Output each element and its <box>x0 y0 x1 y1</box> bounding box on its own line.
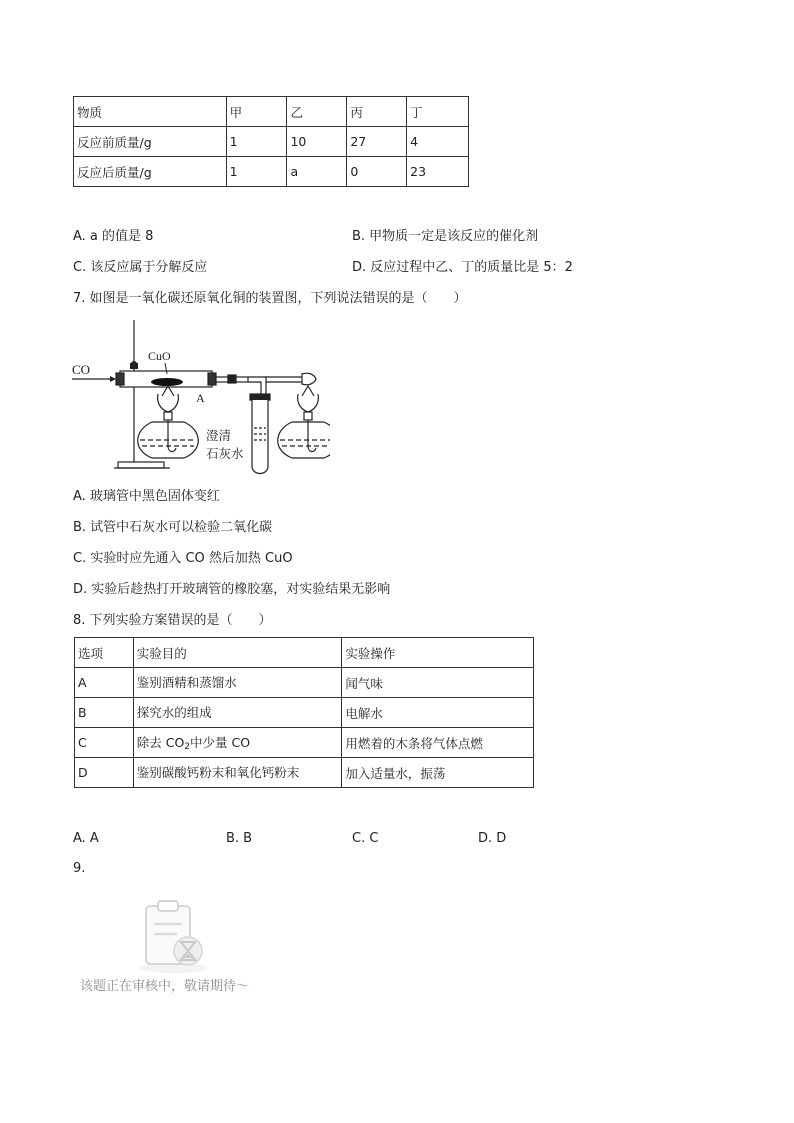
co-arrow-head <box>110 376 116 382</box>
table-cell: 闻气味 <box>342 668 534 698</box>
lamp-a-label: A <box>196 391 205 405</box>
co-reduction-apparatus-figure <box>70 316 330 476</box>
table-cell: 实验操作 <box>342 638 534 668</box>
q7-option-b[interactable]: B. 试管中石灰水可以检验二氧化碳 <box>73 520 273 535</box>
table-cell: a <box>287 157 347 187</box>
q8-option-a[interactable]: A. A <box>73 831 99 846</box>
table-cell: 1 <box>226 127 287 157</box>
q6-option-c[interactable]: C. 该反应属于分解反应 <box>73 260 208 275</box>
table-row <box>75 758 534 788</box>
q8-option-c[interactable]: C. C <box>352 831 379 846</box>
table-cell: 鉴别碳酸钙粉末和氧化钙粉末 <box>133 758 342 788</box>
table-cell: 用燃着的木条将气体点燃 <box>342 728 534 758</box>
alcohol-lamp-a <box>138 386 199 458</box>
table-cell: 选项 <box>75 638 134 668</box>
table-cell: 实验目的 <box>133 638 342 668</box>
table-cell: 23 <box>407 157 469 187</box>
table-cell: 10 <box>287 127 347 157</box>
cuo-label: CuO <box>148 349 171 363</box>
q9-number: 9. <box>73 861 86 876</box>
mass-table <box>73 96 469 187</box>
table-row <box>74 127 469 157</box>
table-row <box>75 698 534 728</box>
alcohol-lamp-b <box>278 386 330 458</box>
table-cell: 丙 <box>347 97 407 127</box>
experiment-table <box>74 637 534 788</box>
table-cell: 丁 <box>407 97 469 127</box>
table-cell: C <box>75 728 134 758</box>
table-row <box>74 157 469 187</box>
glass-tube <box>116 371 248 387</box>
q8-stem: 8. 下列实验方案错误的是（ ） <box>73 613 272 628</box>
table-cell: D <box>75 758 134 788</box>
table-cell: 加入适量水，振荡 <box>342 758 534 788</box>
table-cell: 物质 <box>74 97 227 127</box>
q7-option-c[interactable]: C. 实验时应先通入 CO 然后加热 CuO <box>73 551 293 566</box>
table-cell: 0 <box>347 157 407 187</box>
clipboard-hourglass-icon <box>136 898 212 974</box>
table-header-row <box>75 638 534 668</box>
table-cell: 反应前质量/g <box>74 127 227 157</box>
table-cell: 4 <box>407 127 469 157</box>
q8-option-d[interactable]: D. D <box>478 831 507 846</box>
table-cell: 1 <box>226 157 287 187</box>
table-cell: A <box>75 668 134 698</box>
q7-stem: 7. 如图是一氧化碳还原氧化铜的装置图，下列说法错误的是（ ） <box>73 291 467 306</box>
limewater-label-line2: 石灰水 <box>206 447 244 461</box>
table-cell: 探究水的组成 <box>133 698 342 728</box>
table-cell: 除去 $CO_2$中少量 CO <box>133 728 342 758</box>
q9-pending-review-text: 该题正在审核中，敬请期待～ <box>80 979 250 994</box>
table-row <box>75 668 534 698</box>
table-cell: 反应后质量/g <box>74 157 227 187</box>
table-cell: 电解水 <box>342 698 534 728</box>
co-label: CO <box>72 362 91 377</box>
q6-option-d[interactable]: D. 反应过程中乙、丁的质量比是 5：2 <box>352 260 573 275</box>
table-cell: 鉴别酒精和蒸馏水 <box>133 668 342 698</box>
table-cell: B <box>75 698 134 728</box>
table-row <box>75 728 534 758</box>
q7-option-d[interactable]: D. 实验后趁热打开玻璃管的橡胶塞，对实验结果无影响 <box>73 582 391 597</box>
table-cell: 27 <box>347 127 407 157</box>
test-tube <box>250 394 270 474</box>
outlet-flame <box>302 373 316 385</box>
limewater-label-line1: 澄清 <box>206 429 232 443</box>
clamp <box>130 361 138 369</box>
q8-option-b[interactable]: B. B <box>226 831 253 846</box>
table-cell: 乙 <box>287 97 347 127</box>
q6-option-b[interactable]: B. 甲物质一定是该反应的催化剂 <box>352 229 539 244</box>
cuo-powder <box>151 378 183 386</box>
table-cell: 甲 <box>226 97 287 127</box>
q6-option-a[interactable]: A. a 的值是 8 <box>73 229 154 244</box>
table-header-row <box>74 97 469 127</box>
q7-option-a[interactable]: A. 玻璃管中黑色固体变红 <box>73 489 220 504</box>
